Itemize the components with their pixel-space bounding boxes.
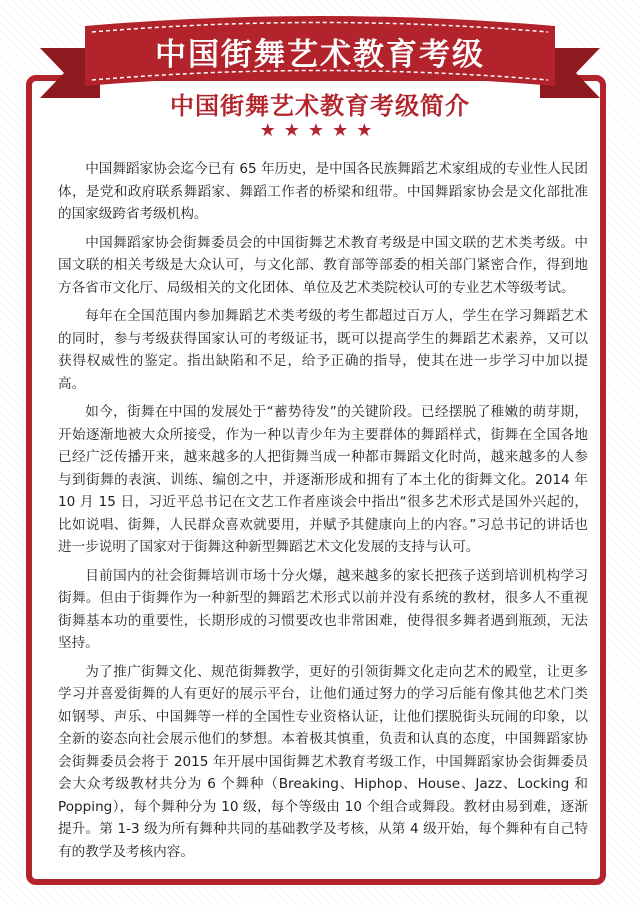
paragraph-5: 目前国内的社会街舞培训市场十分火爆，越来越多的家长把孩子送到培训机构学习街舞。但由于街舞作为一种新型的舞蹈艺术形式以前并没有系统的教材，很多人不重视街舞基本功的重要性，长期形成的习惯要改也非常困难，使得很多舞者遇到瓶颈，无法坚持。 [58,567,588,651]
article-body [58,158,588,869]
paragraph-3: 每年在全国范围内参加舞蹈艺术类考级的考生都超过百万人，学生在学习舞蹈艺术的同时，参与考级获得国家认可的考级证书，既可以提高学生的舞蹈艺术素养，又可以获得权威性的鉴定。指出缺陷和不足，给予正确的指导，使其在进一步学习中加以提高。 [58,308,588,392]
banner-title: 中国街舞艺术教育考级 [155,37,485,73]
paragraph-1: 中国舞蹈家协会迄今已有 65 年历史，是中国各民族舞蹈艺术家组成的专业性人民团体，是党和政府联系舞蹈家、舞蹈工作者的桥梁和纽带。中国舞蹈家协会是文化部批准的国家级跨省考级机构。 [58,161,588,222]
paragraph-6: 为了推广街舞文化、规范街舞教学，更好的引领街舞文化走向艺术的殿堂，让更多学习并喜爱街舞的人有更好的展示平台，让他们通过努力的学习后能有像其他艺术门类如钢琴、声乐、中国舞等一样的全国性专业资格认证，让他们摆脱街头玩闹的印象，以全新的姿态向社会展示他们的梦想。本着极其慎重，负责和认真的态度，中国舞蹈家协会街舞委员会将于 2015 年开展中国街舞艺术教育考级工作，中国舞蹈家协会街舞委员会大众考级教材共分为 6 个舞种（Breaking、Hiphop、House、Jazz、Locking 和 Popping），每个舞种分为 10 级，每个等级由 10 个组合或舞段。教材由易到难，逐渐提升。第 1-3 级为所有舞种共同的基础教学及考核，从第 4 级开始，每个舞种有自己特有的教学及考核内容。 [58,663,588,860]
page-subtitle: 中国街舞艺术教育考级简介 [170,92,470,120]
paragraph-2: 中国舞蹈家协会街舞委员会的中国街舞艺术教育考级是中国文联的艺术类考级。中国文联的相关考级是大众认可，与文化部、教育部等部委的相关部门紧密合作，得到地方各省市文化厅、局级相关的文化团体、单位及艺术类院校认可的专业艺术等级考试。 [58,234,588,296]
paragraph-4: 如今，街舞在中国的发展处于“蓄势待发”的关键阶段。已经摆脱了稚嫩的萌芽期，开始逐渐地被大众所接受，作为一种以青少年为主要群体的舞蹈样式，街舞在全国各地已经广泛传播开来，越来越多的人把街舞当成一种都市舞蹈文化时尚，越来越多的人参与到街舞的表演、训练、编创之中，并逐渐形成和拥有了本土化的街舞文化。2014 年 10 月 15 日，习近平总书记在文艺工作者座谈会中指出“很多艺术形式是国外兴起的，比如说唱、街舞，人民群众喜欢就要用，并赋予其健康向上的内容。”习总书记的讲话也进一步说明了国家对于街舞这种新型舞蹈艺术文化发展的支持与认可。 [58,404,588,555]
star-divider: ★★★★★ [259,120,381,141]
